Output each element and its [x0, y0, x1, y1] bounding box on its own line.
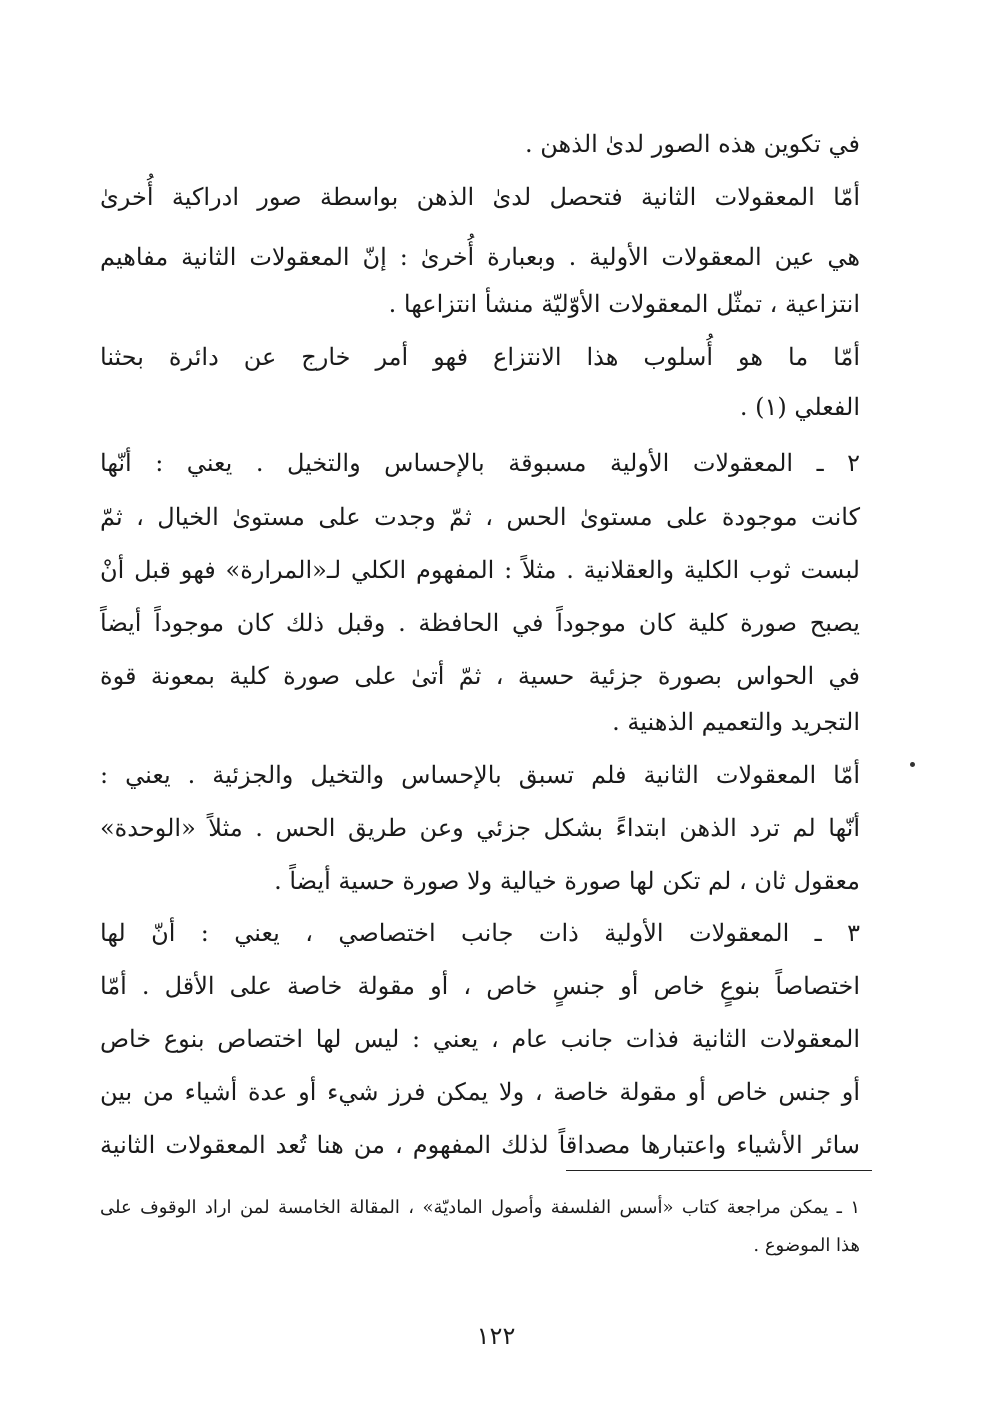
body-line-14: أنّها لم ترد الذهن ابتداءً بشكل جزئي وعن طريق الحس . مثلاً «الوحدة»	[100, 814, 860, 842]
body-line-16: ٣ ـ المعقولات الأولية ذات جانب اختصاصي ، يعني : أنّ لها	[100, 919, 860, 947]
body-line-15: معقول ثان ، لم تكن لها صورة خيالية ولا صورة حسية أيضاً .	[274, 867, 860, 895]
body-line-6: الفعلي (١) .	[739, 393, 860, 421]
body-line-13: أمّا المعقولات الثانية فلم تسبق بالإحساس والتخيل والجزئية . يعني :	[100, 761, 860, 789]
body-line-5: أمّا ما هو أُسلوب هذا الانتزاع فهو أمر خارج عن دائرة بحثنا	[100, 343, 860, 371]
page-number: ١٢٢	[476, 1322, 516, 1350]
body-line-19: أو جنس خاص أو مقولة خاصة ، ولا يمكن فرز شيء أو عدة أشياء من بين	[100, 1078, 860, 1106]
body-line-2: أمّا المعقولات الثانية فتحصل لدىٰ الذهن بواسطة صور ادراكية أُخرىٰ	[100, 183, 860, 211]
body-line-10: يصبح صورة كلية كان موجوداً في الحافظة . وقبل ذلك كان موجوداً أيضاً	[100, 609, 860, 637]
footnote-rule	[566, 1170, 872, 1171]
body-line-4: انتزاعية ، تمثّل المعقولات الأوّليّة منشأ انتزاعها .	[388, 290, 860, 318]
body-line-9: لبست ثوب الكلية والعقلانية . مثلاً : المفهوم الكلي لـ«المرارة» فهو قبل أنْ	[100, 556, 860, 584]
body-line-12: التجريد والتعميم الذهنية .	[612, 708, 860, 736]
footnote-line-1: ١ ـ يمكن مراجعة كتاب «أسس الفلسفة وأصول الماديّة» ، المقالة الخامسة لمن اراد الوقوف على	[100, 1197, 860, 1218]
footnote-line-2: هذا الموضوع .	[753, 1235, 860, 1256]
body-line-3: هي عين المعقولات الأولية . وبعبارة أُخرىٰ : إنّ المعقولات الثانية مفاهيم	[100, 243, 860, 271]
body-line-20: سائر الأشياء واعتبارها مصداقاً لذلك المفهوم ، من هنا تُعد المعقولات الثانية	[100, 1131, 860, 1159]
body-line-7: ٢ ـ المعقولات الأولية مسبوقة بالإحساس والتخيل . يعني : أنّها	[100, 449, 860, 477]
body-line-18: المعقولات الثانية فذات جانب عام ، يعني : ليس لها اختصاص بنوع خاص	[100, 1025, 860, 1053]
body-line-1: في تكوين هذه الصور لدىٰ الذهن .	[525, 130, 860, 158]
body-line-8: كانت موجودة على مستوىٰ الحس ، ثمّ وجدت على مستوىٰ الخيال ، ثمّ	[100, 503, 860, 531]
margin-mark	[910, 762, 915, 767]
body-line-17: اختصاصاً بنوعٍ خاص أو جنسٍ خاص ، أو مقولة خاصة على الأقل . أمّا	[100, 972, 860, 1000]
body-line-11: في الحواس بصورة جزئية حسية ، ثمّ أتىٰ على صورة كلية بمعونة قوة	[100, 662, 860, 690]
